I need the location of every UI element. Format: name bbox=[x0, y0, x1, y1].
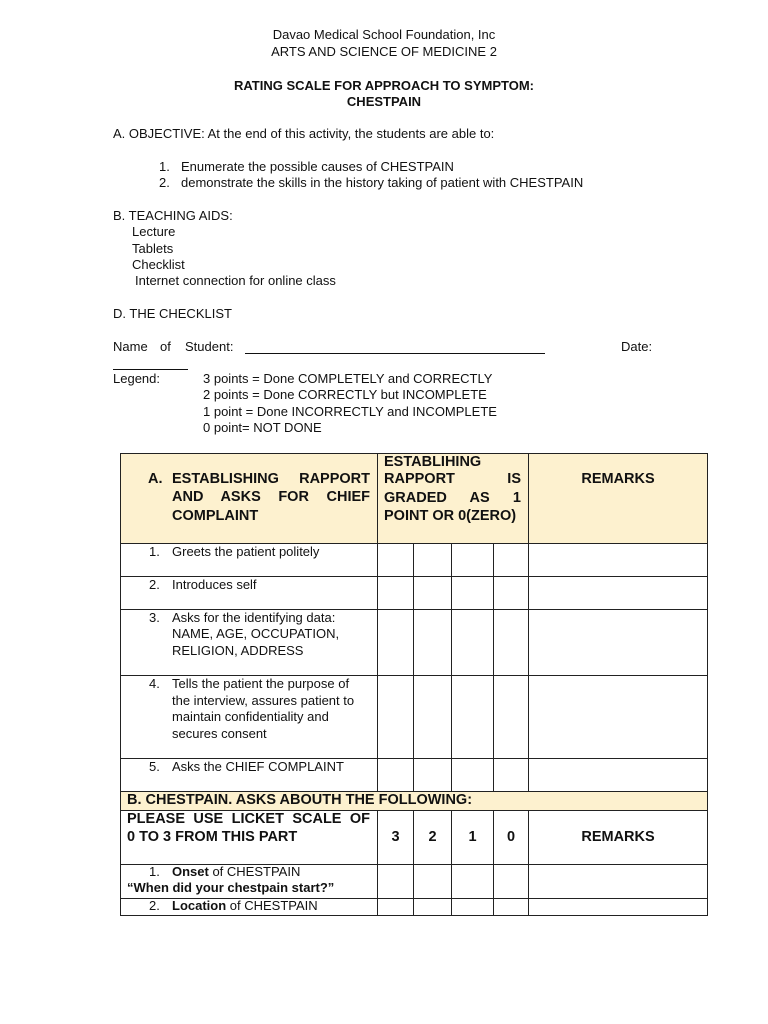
score-cell[interactable] bbox=[493, 898, 529, 916]
remarks-cell[interactable] bbox=[528, 758, 708, 792]
row-item-rest: of CHESTPAIN bbox=[208, 864, 301, 879]
section-a-grade-line: GRADED AS 1 bbox=[384, 490, 521, 506]
score-cell[interactable] bbox=[413, 576, 452, 610]
remarks-cell[interactable] bbox=[528, 576, 708, 610]
score-2-label: 2 bbox=[428, 829, 437, 845]
row-number: 4. bbox=[149, 676, 160, 691]
score-cell[interactable] bbox=[451, 864, 494, 899]
score-cell[interactable] bbox=[413, 543, 452, 577]
course-name: ARTS AND SCIENCE OF MEDICINE 2 bbox=[271, 44, 497, 59]
score-cell[interactable] bbox=[377, 543, 414, 577]
score-cell[interactable] bbox=[451, 543, 494, 577]
score-cell[interactable] bbox=[451, 758, 494, 792]
section-a-grade-line: RAPPORT IS bbox=[384, 471, 521, 487]
score-cell[interactable] bbox=[377, 675, 414, 759]
row-item-text: Introduces self bbox=[172, 577, 257, 592]
row-number: 1. bbox=[149, 544, 160, 559]
row-number: 1. bbox=[149, 864, 160, 879]
objective-item-text: demonstrate the skills in the history taking of patient with CHESTPAIN bbox=[181, 175, 584, 190]
legend-item: 1 point = Done INCORRECTLY and INCOMPLETE bbox=[203, 404, 497, 419]
score-cell[interactable] bbox=[413, 864, 452, 899]
legend-item: 3 points = Done COMPLETELY and CORRECTLY bbox=[203, 371, 493, 386]
objective-heading: A. OBJECTIVE: At the end of this activity, the students are able to: bbox=[113, 126, 495, 141]
student-name-blank[interactable] bbox=[245, 353, 545, 354]
checklist-heading: D. THE CHECKLIST bbox=[113, 306, 232, 321]
score-cell[interactable] bbox=[413, 898, 452, 916]
row-item-text: Asks for the identifying data: bbox=[172, 610, 336, 625]
row-item-text: Asks the CHIEF COMPLAINT bbox=[172, 759, 344, 774]
scale-remarks-header: REMARKS bbox=[581, 829, 655, 845]
score-cell[interactable] bbox=[493, 758, 529, 792]
score-cell[interactable] bbox=[493, 864, 529, 899]
score-cell[interactable] bbox=[451, 609, 494, 676]
row-item-text: secures consent bbox=[172, 726, 267, 741]
row-number: 2. bbox=[149, 577, 160, 592]
teaching-aid-item: Lecture bbox=[132, 224, 176, 239]
score-cell[interactable] bbox=[413, 609, 452, 676]
student-name-label-3: Student: bbox=[185, 339, 234, 354]
row-number: 2. bbox=[149, 898, 160, 913]
section-a-remarks-header: REMARKS bbox=[581, 471, 655, 487]
row-item-keyword: Location bbox=[172, 898, 227, 913]
section-a-title-line: AND ASKS FOR CHIEF bbox=[172, 489, 370, 505]
score-cell[interactable] bbox=[377, 609, 414, 676]
document-title: RATING SCALE FOR APPROACH TO SYMPTOM: bbox=[234, 78, 534, 93]
score-cell[interactable] bbox=[377, 864, 414, 899]
row-item-text bbox=[172, 898, 318, 915]
document-subtitle: CHESTPAIN bbox=[346, 94, 422, 109]
score-cell[interactable] bbox=[377, 576, 414, 610]
score-cell[interactable] bbox=[451, 898, 494, 916]
student-name-label-1: Name bbox=[113, 339, 148, 354]
remarks-cell[interactable] bbox=[528, 609, 708, 676]
scale-header-line: 0 TO 3 FROM THIS PART bbox=[127, 829, 298, 845]
student-name-label-2: of bbox=[160, 339, 171, 354]
score-cell[interactable] bbox=[413, 758, 452, 792]
scale-header-line: PLEASE USE LICKET SCALE OF bbox=[127, 811, 370, 827]
section-a-remarks-cell bbox=[528, 453, 708, 544]
remarks-cell[interactable] bbox=[528, 864, 708, 899]
objective-item bbox=[159, 159, 454, 174]
section-b-title: B. CHESTPAIN. ASKS ABOUTH THE FOLLOWING: bbox=[127, 792, 473, 808]
score-cell[interactable] bbox=[451, 576, 494, 610]
teaching-aid-item: Tablets bbox=[132, 241, 174, 256]
remarks-cell[interactable] bbox=[528, 675, 708, 759]
row-item-text: Tells the patient the purpose of bbox=[172, 676, 350, 691]
score-cell[interactable] bbox=[493, 609, 529, 676]
row-item-text: the interview, assures patient to bbox=[172, 693, 355, 708]
score-3-label: 3 bbox=[391, 829, 400, 845]
legend-label: Legend: bbox=[113, 371, 160, 386]
section-a-grade-line: POINT OR 0(ZERO) bbox=[384, 508, 517, 524]
score-cell[interactable] bbox=[377, 758, 414, 792]
row-item-text: maintain confidentiality and bbox=[172, 709, 329, 724]
section-a-title-line: COMPLAINT bbox=[172, 508, 259, 524]
objective-item-number: 1. bbox=[159, 159, 170, 174]
row-item-keyword: Onset bbox=[172, 864, 209, 879]
row-number: 3. bbox=[149, 610, 160, 625]
section-a-title-line: ESTABLISHING RAPPORT bbox=[172, 471, 370, 487]
institution-name: Davao Medical School Foundation, Inc bbox=[272, 27, 496, 42]
date-label: Date: bbox=[621, 339, 653, 354]
section-a-grade-line: ESTABLIHING bbox=[384, 454, 482, 470]
row-number: 5. bbox=[149, 759, 160, 774]
score-cell[interactable] bbox=[451, 675, 494, 759]
score-cell[interactable] bbox=[493, 675, 529, 759]
score-cell[interactable] bbox=[493, 576, 529, 610]
score-cell[interactable] bbox=[377, 898, 414, 916]
objective-item-number: 2. bbox=[159, 175, 170, 190]
row-item-rest: of CHESTPAIN bbox=[226, 898, 318, 913]
teaching-aid-item: Internet connection for online class bbox=[135, 273, 336, 288]
date-blank[interactable] bbox=[113, 369, 188, 370]
remarks-cell[interactable] bbox=[528, 898, 708, 916]
objective-item-text: Enumerate the possible causes of CHESTPAIN bbox=[181, 159, 454, 174]
row-item-question: “When did your chestpain start?” bbox=[127, 880, 335, 895]
score-cell[interactable] bbox=[413, 675, 452, 759]
teaching-aid-item: Checklist bbox=[132, 257, 185, 272]
legend-item: 2 points = Done CORRECTLY but INCOMPLETE bbox=[203, 387, 487, 402]
row-item-text: NAME, AGE, OCCUPATION, bbox=[172, 626, 340, 641]
score-0-label: 0 bbox=[506, 829, 516, 845]
row-item-text: RELIGION, ADDRESS bbox=[172, 643, 304, 658]
score-1-label: 1 bbox=[468, 829, 477, 845]
remarks-cell[interactable] bbox=[528, 543, 708, 577]
legend-item: 0 point= NOT DONE bbox=[203, 420, 322, 435]
section-a-number: A. bbox=[148, 471, 163, 487]
row-item-text: Greets the patient politely bbox=[172, 544, 320, 559]
score-cell[interactable] bbox=[493, 543, 529, 577]
objective-item bbox=[159, 175, 583, 190]
row-item-text bbox=[172, 864, 300, 881]
teaching-aids-heading: B. TEACHING AIDS: bbox=[113, 208, 233, 223]
